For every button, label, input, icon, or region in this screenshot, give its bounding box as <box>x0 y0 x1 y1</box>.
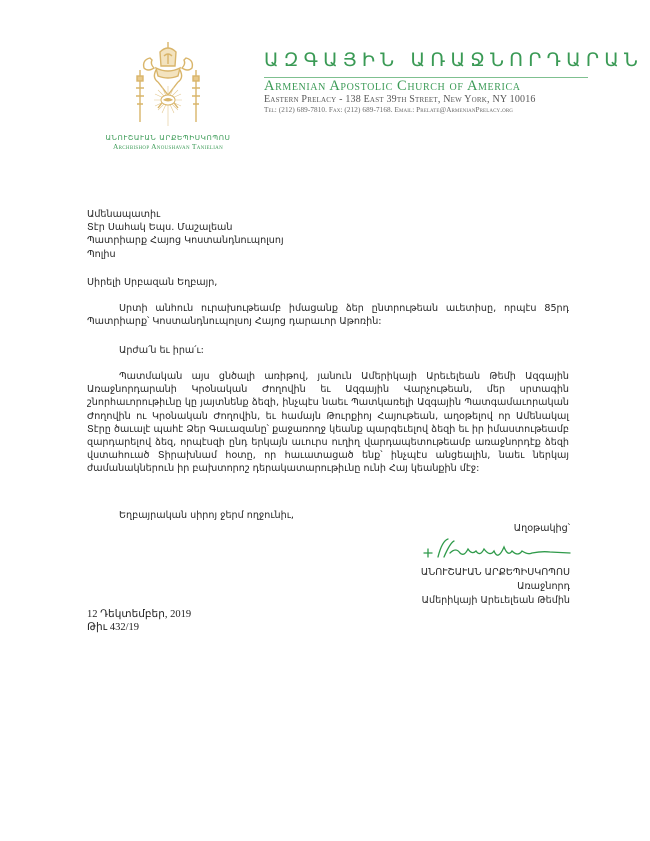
prelate-name-english: Archbishop Anoushavan Tanielian <box>113 142 223 151</box>
letterhead-address: Eastern Prelacy - 138 East 39th Street, New York, NY 10016 <box>264 94 536 105</box>
signature-icon <box>420 535 580 563</box>
letterhead-armenian-title: ԱԶԳԱՅԻՆ ԱՌԱՋՆՈՐԴԱՐԱՆ <box>264 49 644 71</box>
recipient-line: Պոլիս <box>87 248 116 260</box>
recipient-line: Ամենապատիւ <box>87 209 161 220</box>
signature-block <box>421 566 570 608</box>
letter-number: Թիւ 432/19 <box>87 621 140 633</box>
letter-date: 12 Դեկտեմբեր, 2019 <box>87 609 192 620</box>
letterhead-church-name: Armenian Apostolic Church of America <box>264 78 521 94</box>
body-paragraph-1: Սրտի անհուն ուրախութեամբ իմացանք ձեր ընտրութեան աւետիսը, որպէս 85րդ Պատրիարք՝ Կոստանդնուպոլսոյ Հայոց դարաւոր Աթոռին: <box>87 303 569 328</box>
letterhead-contact: Tel: (212) 689-7810. Fax: (212) 689-7168. Email: Prelate@ArmenianPrelacy.org <box>264 106 513 114</box>
signatory-diocese: Ամերիկայի Արեւելեան Թեմին <box>421 595 570 606</box>
recipient-line: Տէր Սահակ Եպս. Մաշալեան <box>87 222 233 234</box>
body-paragraph-4: Եղբայրական սիրոյ ջերմ ողջունիւ, <box>119 510 294 521</box>
recipient-line: Պատրիարք Հայոց Կոստանդնուպոլսոյ <box>87 235 284 247</box>
body-paragraph-3: Պատմական այս ցնծալի առիթով, յանուն Ամերիկայի Արեւելեան Թեմի Ազգային Առաջնորդարանի Կրօնական Ժողովին եւ Ազգային Վարչութեան, մեր սրտագին շնորհաւորութիւնը կը յայտնենք ձեզի, ինչպէս նաեւ Պատկառելի Ազգային Պատգամաւորական Ժողովին ու Կրօնական Ժողովին, եւ համայն Թուրքիոյ Հայութեան, աղօթելով որ Ամենակալ Տէրը ծաւալէ պահէ Ձեր Գաւազանը՝ քաջառողջ կեանք պարգեւելով ձեզի եւ իր իմաստութեամբ զարդարելով ձեզ, որպէսզի ընդ երկայն աւուրս ուղիղ վարդապետութեամբ առաջնորդէք ձեզի վստահուած Տիրախնամ հօտը, որ հաւատացած ենք՝ ինչպէս անցեալին, նաեւ ներկայ ժամանակներուն իր բախտորոշ դերակատարութիւնը ունի Հայ կեանքին մէջ: <box>87 371 569 475</box>
closing: Աղօթակից՝ <box>513 523 570 534</box>
footer-block <box>87 609 191 634</box>
prelate-name-armenian: ԱՆՈՒՇԱՒԱՆ ԱՐՔԵՊԻՍԿՈՊՈՍ <box>105 133 231 142</box>
salutation: Սիրելի Սրբազան Եղբայր, <box>87 277 218 288</box>
signatory-title: Առաջնորդ <box>517 581 570 592</box>
body-paragraph-2: Արժա՛ն եւ իրա՛ւ: <box>119 345 204 356</box>
recipient-block <box>87 208 284 261</box>
coat-of-arms-icon <box>128 38 208 130</box>
signatory-name: ԱՆՈՒՇԱՒԱՆ ԱՐՔԵՊԻՍԿՈՊՈՍ <box>420 567 570 578</box>
